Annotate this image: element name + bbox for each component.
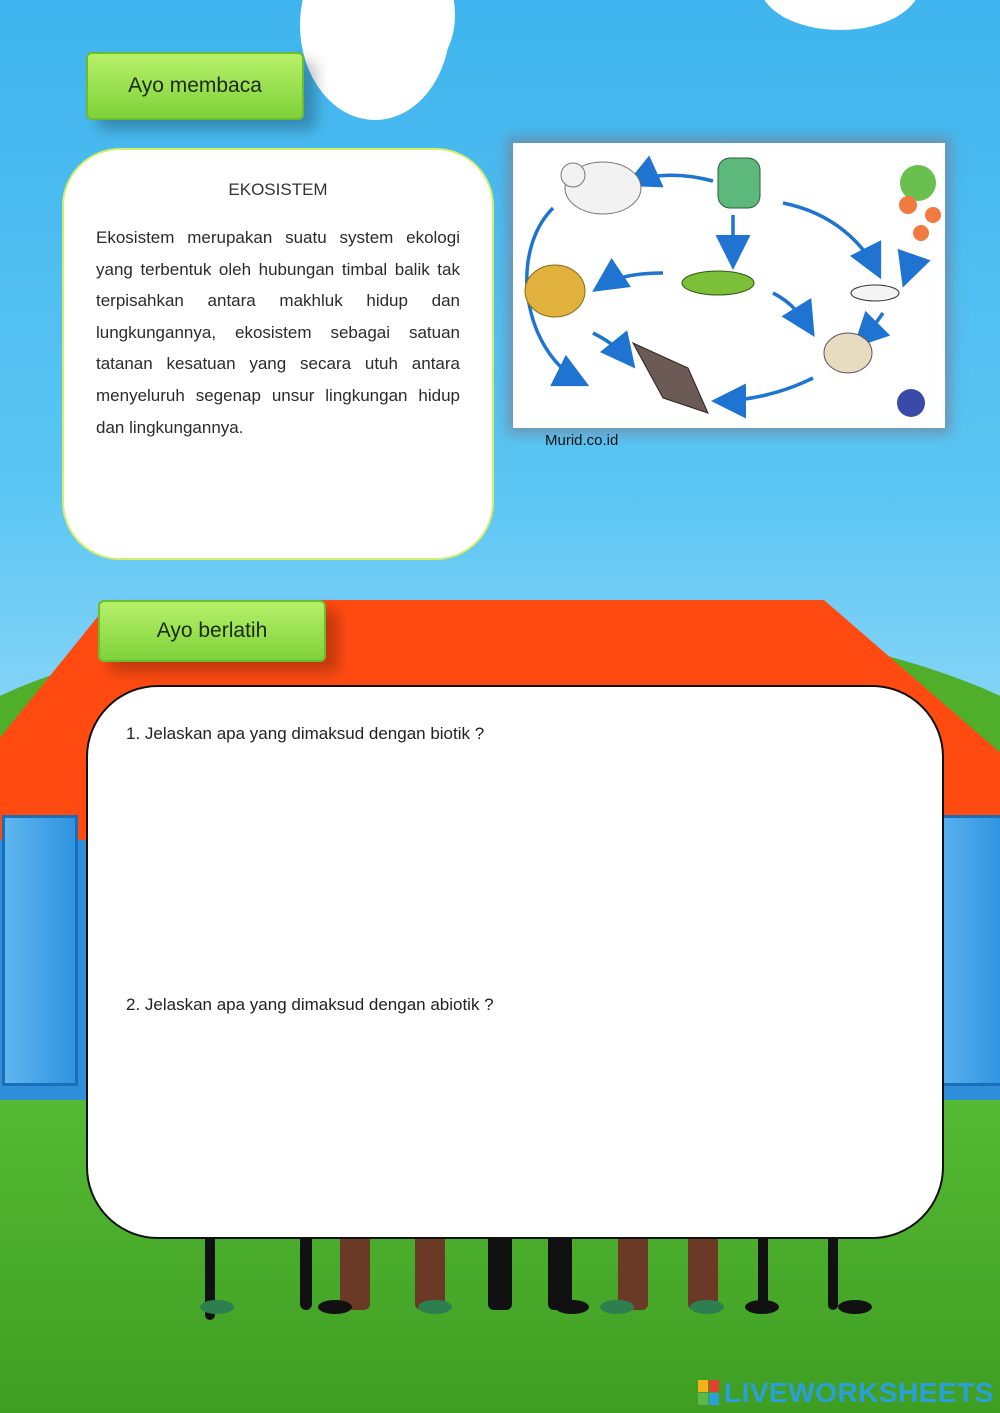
figure-foot — [745, 1300, 779, 1314]
figure-foot — [418, 1300, 452, 1314]
figure-foot — [838, 1300, 872, 1314]
reading-title: EKOSISTEM — [228, 180, 328, 199]
reading-body: Ekosistem merupakan suatu system ekologi yang terbentuk oleh hubungan timbal balik tak terpisahkan antara makhluk hidup dan lungkungannya, ekosistem sebagai satuan tatanan kesatuan yang secara utuh antara menyeluruh segenap unsur lingkungan hidup dan lingkungannya. — [96, 228, 460, 437]
house-pillar — [2, 815, 78, 1086]
liveworksheets-icon — [698, 1380, 720, 1406]
figure-foot — [200, 1300, 234, 1314]
practice-tab — [98, 600, 326, 662]
figure-foot — [600, 1300, 634, 1314]
practice-card — [86, 685, 944, 1239]
figure-foot — [555, 1300, 589, 1314]
liveworksheets-wordmark: LIVEWORKSHEETS — [724, 1377, 994, 1408]
question-1: 1. Jelaskan apa yang dimaksud dengan biotik ? — [126, 724, 485, 743]
image-credit: Murid.co.id — [545, 432, 619, 449]
practice-tab-label: Ayo berlatih — [156, 619, 268, 642]
liveworksheets-logo — [698, 1377, 994, 1409]
cloud — [760, 0, 920, 30]
ecosystem-food-web-image — [513, 143, 945, 428]
question-2: 2. Jelaskan apa yang dimaksud dengan abiotik ? — [126, 995, 494, 1014]
reading-tab-label: Ayo membaca — [128, 74, 262, 97]
figure-foot — [318, 1300, 352, 1314]
figure-foot — [690, 1300, 724, 1314]
food-web-illustration — [513, 143, 945, 428]
reading-tab — [86, 52, 304, 120]
reading-card — [62, 148, 494, 560]
